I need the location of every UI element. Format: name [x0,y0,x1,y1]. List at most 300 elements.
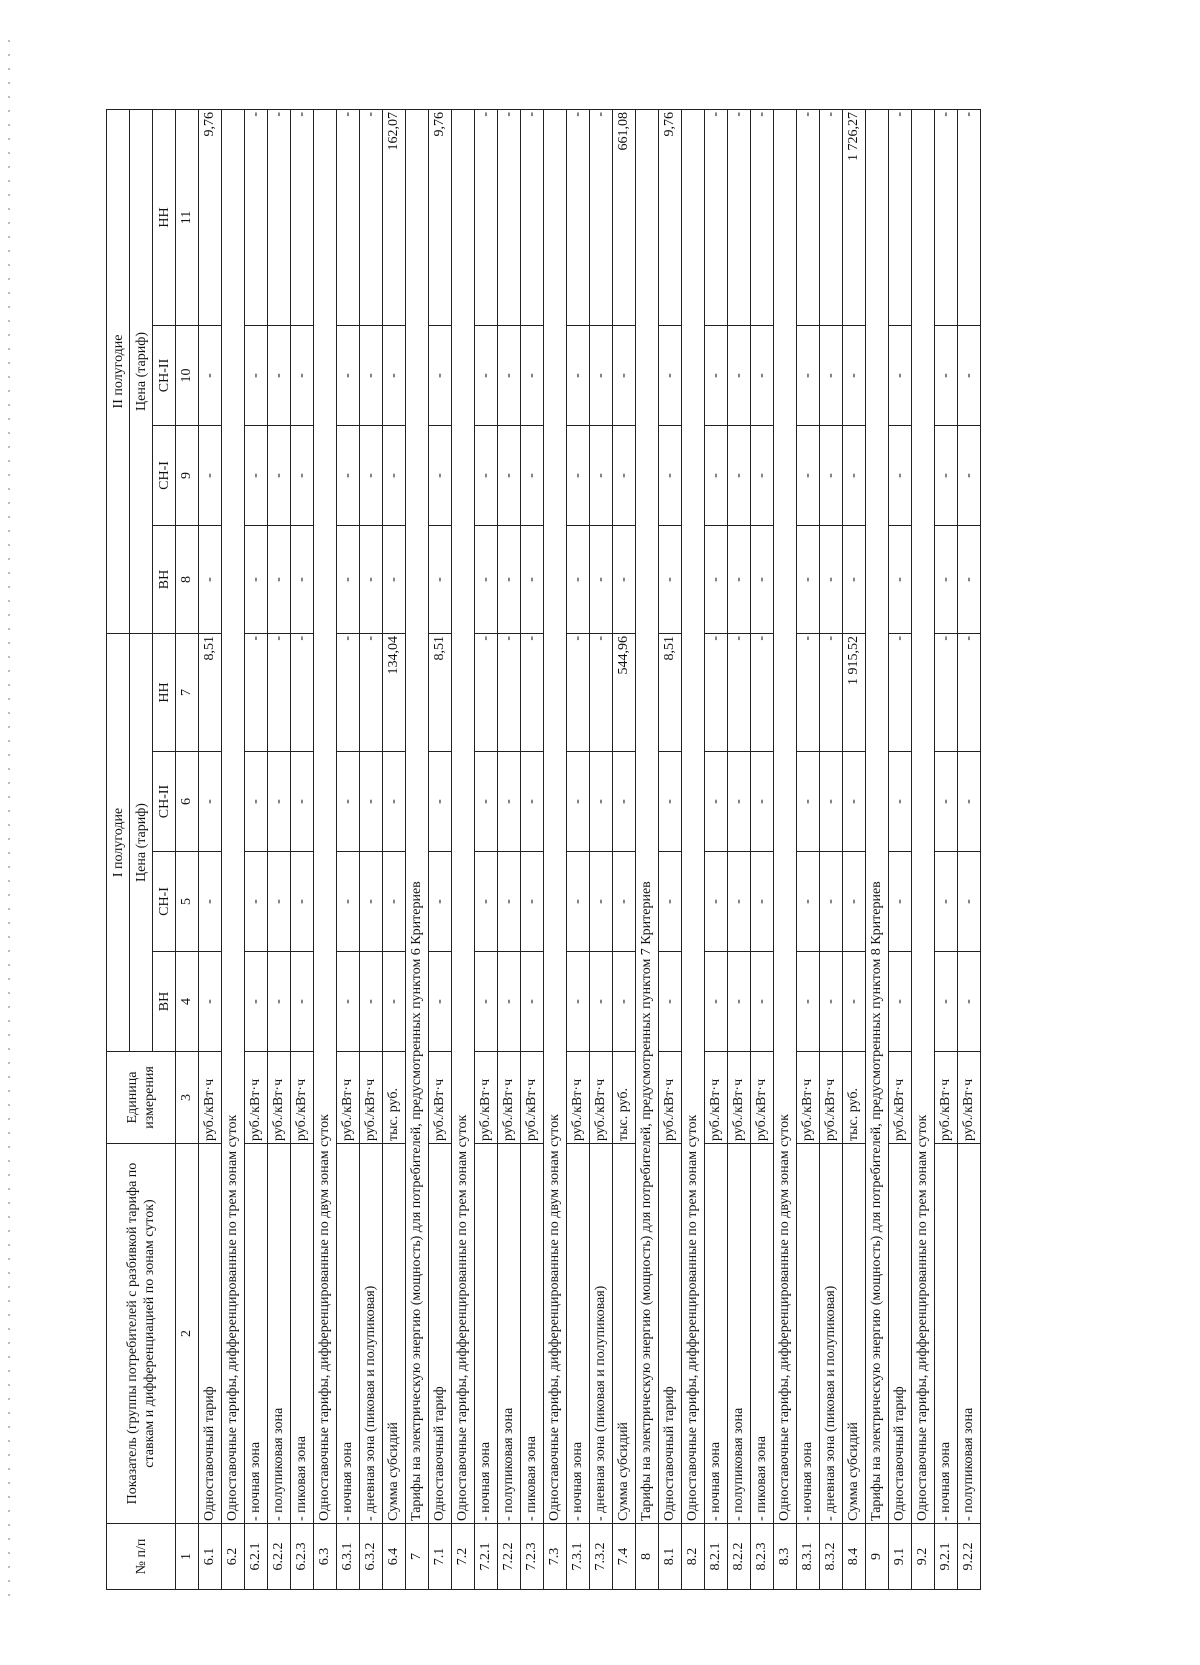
row-number: 7.2.3 [521,1524,544,1590]
value-cell: 9,76 [199,109,222,325]
value-cell: - [843,525,866,633]
value-cell: - [797,952,820,1052]
table-row [797,109,820,1589]
value-cell: - [843,425,866,525]
value-cell: - [613,425,636,525]
value-cell: - [199,325,222,425]
value-cell: - [337,525,360,633]
value-cell: - [268,852,291,952]
header-level: НН [153,633,176,751]
value-cell: - [958,109,981,325]
indicator-label: - ночная зона [797,1144,820,1524]
table-row [291,109,314,1589]
value-cell: - [291,633,314,751]
indicator-label: - полупиковая зона [958,1144,981,1524]
value-cell: - [820,109,843,325]
row-number: 6.1 [199,1524,222,1590]
value-cell: - [567,109,590,325]
value-cell: - [705,752,728,852]
indicator-label: - дневная зона (пиковая и полупиковая) [360,1144,383,1524]
value-cell: - [935,852,958,952]
indicator-label: - ночная зона [245,1144,268,1524]
table-row [590,109,613,1589]
column-number: 10 [176,325,199,425]
value-cell: - [498,425,521,525]
value-cell: - [291,425,314,525]
unit-cell: руб./кВт·ч [337,1052,360,1144]
column-number: 9 [176,425,199,525]
header-level: ВН [153,525,176,633]
header-num: № п/п [107,1524,176,1590]
unit-cell: руб./кВт·ч [590,1052,613,1144]
value-cell: - [613,752,636,852]
value-cell: - [383,425,406,525]
value-cell: - [590,852,613,952]
value-cell: - [728,852,751,952]
unit-cell: руб./кВт·ч [705,1052,728,1144]
value-cell: - [199,852,222,952]
value-cell: - [797,852,820,952]
value-cell: - [958,633,981,751]
value-cell: - [820,525,843,633]
column-number-row [176,109,199,1589]
value-cell: - [337,325,360,425]
indicator-label: - пиковая зона [521,1144,544,1524]
value-cell: - [728,325,751,425]
value-cell: - [521,325,544,425]
value-cell: - [889,852,912,952]
column-number: 7 [176,633,199,751]
value-cell: - [889,752,912,852]
value-cell: - [889,525,912,633]
value-cell: - [475,425,498,525]
table-row [958,109,981,1589]
section-row [774,109,797,1589]
value-cell: - [705,633,728,751]
table-row [751,109,774,1589]
value-cell: - [590,425,613,525]
unit-cell: руб./кВт·ч [429,1052,452,1144]
row-number: 9.1 [889,1524,912,1590]
value-cell: 8,51 [429,633,452,751]
value-cell: - [360,633,383,751]
section-label: Одноставочные тарифы, дифференцированные по двум зонам суток [314,109,337,1523]
indicator-label: - дневная зона (пиковая и полупиковая) [820,1144,843,1524]
indicator-label: - ночная зона [705,1144,728,1524]
unit-cell: руб./кВт·ч [889,1052,912,1144]
column-number: 6 [176,752,199,852]
row-number: 6.3 [314,1524,337,1590]
table-body [199,109,981,1589]
table-row [429,109,452,1589]
value-cell: - [705,952,728,1052]
value-cell: - [521,952,544,1052]
value-cell: - [751,325,774,425]
value-cell: - [475,325,498,425]
value-cell: - [268,325,291,425]
value-cell: - [728,752,751,852]
header-level: НН [153,109,176,325]
value-cell: - [613,325,636,425]
value-cell: - [337,109,360,325]
indicator-label: - пиковая зона [751,1144,774,1524]
value-cell: - [751,633,774,751]
row-number: 7.1 [429,1524,452,1590]
value-cell: 8,51 [199,633,222,751]
value-cell: - [498,525,521,633]
row-number: 7 [406,1524,429,1590]
value-cell: - [521,633,544,751]
table-row [199,109,222,1589]
value-cell: - [429,325,452,425]
value-cell: - [935,425,958,525]
value-cell: - [751,752,774,852]
value-cell: - [889,952,912,1052]
value-cell: 1 726,27 [843,109,866,325]
value-cell: - [567,525,590,633]
section-label: Одноставочные тарифы, дифференцированные по двум зонам суток [544,109,567,1523]
row-number: 8.3.2 [820,1524,843,1590]
value-cell: - [268,525,291,633]
unit-cell: руб./кВт·ч [268,1052,291,1144]
unit-cell: тыс. руб. [613,1052,636,1144]
indicator-label: Сумма субсидий [383,1144,406,1524]
value-cell: - [958,525,981,633]
section-row [682,109,705,1589]
value-cell: - [935,752,958,852]
unit-cell: руб./кВт·ч [291,1052,314,1144]
table-row [498,109,521,1589]
row-number: 7.2 [452,1524,475,1590]
value-cell: - [889,633,912,751]
value-cell: - [429,525,452,633]
value-cell: - [268,952,291,1052]
value-cell: - [567,752,590,852]
header-unit: Единица измерения [107,1052,176,1144]
value-cell: - [613,525,636,633]
table-row [613,109,636,1589]
value-cell: - [475,852,498,952]
value-cell: 162,07 [383,109,406,325]
value-cell: - [268,109,291,325]
value-cell: - [383,852,406,952]
value-cell: - [291,952,314,1052]
table-row [659,109,682,1589]
table-row [935,109,958,1589]
value-cell: - [659,325,682,425]
value-cell: 1 915,52 [843,633,866,751]
indicator-label: - пиковая зона [291,1144,314,1524]
unit-cell: тыс. руб. [843,1052,866,1144]
value-cell: - [590,952,613,1052]
value-cell: - [935,109,958,325]
table-row [705,109,728,1589]
value-cell: - [705,852,728,952]
header-level: СН-II [153,325,176,425]
value-cell: - [659,425,682,525]
header-indicator: Показатель (группы потребителей с разбивкой тарифа по ставкам и дифференциацией по зонам суток) [107,1144,176,1524]
value-cell: - [590,752,613,852]
value-cell: - [728,109,751,325]
row-number: 9.2.2 [958,1524,981,1590]
indicator-label: Одноставочный тариф [199,1144,222,1524]
value-cell: - [498,109,521,325]
value-cell: - [360,325,383,425]
value-cell: - [567,425,590,525]
scan-edge-marks [8,40,10,1600]
indicator-label: - ночная зона [935,1144,958,1524]
value-cell: - [728,425,751,525]
value-cell: - [797,109,820,325]
value-cell: - [245,752,268,852]
value-cell: - [889,325,912,425]
indicator-label: Одноставочный тариф [659,1144,682,1524]
value-cell: - [521,752,544,852]
value-cell: - [337,852,360,952]
value-cell: - [199,425,222,525]
value-cell: - [889,425,912,525]
value-cell: - [935,325,958,425]
value-cell: - [567,952,590,1052]
tariff-table [106,109,981,1590]
value-cell: - [820,325,843,425]
row-number: 6.3.1 [337,1524,360,1590]
row-number: 7.3 [544,1524,567,1590]
value-cell: - [498,633,521,751]
value-cell: - [590,525,613,633]
value-cell: - [475,109,498,325]
value-cell: - [567,633,590,751]
value-cell: - [820,952,843,1052]
table-row [843,109,866,1589]
value-cell: 9,76 [659,109,682,325]
value-cell: - [613,952,636,1052]
value-cell: - [199,525,222,633]
indicator-label: Одноставочный тариф [889,1144,912,1524]
table-row [567,109,590,1589]
column-number: 11 [176,109,199,325]
value-cell: - [705,325,728,425]
indicator-label: - полупиковая зона [268,1144,291,1524]
value-cell: - [705,425,728,525]
value-cell: - [797,752,820,852]
value-cell: - [337,633,360,751]
value-cell: - [705,109,728,325]
indicator-label: - ночная зона [475,1144,498,1524]
value-cell: - [935,525,958,633]
value-cell: - [843,325,866,425]
value-cell: - [199,952,222,1052]
section-row [314,109,337,1589]
table-row [360,109,383,1589]
value-cell: - [245,633,268,751]
row-number: 8.1 [659,1524,682,1590]
column-number: 1 [176,1524,199,1590]
value-cell: - [245,109,268,325]
indicator-label: Одноставочный тариф [429,1144,452,1524]
value-cell: - [567,852,590,952]
value-cell: - [268,425,291,525]
value-cell: - [889,109,912,325]
value-cell: - [291,109,314,325]
value-cell: - [245,525,268,633]
value-cell: - [360,852,383,952]
value-cell: - [337,752,360,852]
column-number: 3 [176,1052,199,1144]
value-cell: - [245,852,268,952]
row-number: 6.2.2 [268,1524,291,1590]
value-cell: 544,96 [613,633,636,751]
value-cell: - [498,952,521,1052]
table-row [337,109,360,1589]
unit-cell: руб./кВт·ч [498,1052,521,1144]
value-cell: - [429,952,452,1052]
section-label: Одноставочные тарифы, дифференцированные по трем зонам суток [452,109,475,1523]
row-number: 9 [866,1524,889,1590]
value-cell: - [498,325,521,425]
unit-cell: руб./кВт·ч [567,1052,590,1144]
value-cell: - [659,752,682,852]
section-label: Тарифы на электрическую энергию (мощность) для потребителей, предусмотренных пунктом 7 Критериев [636,109,659,1523]
table-row [820,109,843,1589]
section-label: Одноставочные тарифы, дифференцированные по двум зонам суток [774,109,797,1523]
indicator-label: - ночная зона [567,1144,590,1524]
table-row [889,109,912,1589]
unit-cell: руб./кВт·ч [521,1052,544,1144]
table-row [521,109,544,1589]
section-row [544,109,567,1589]
value-cell: - [291,325,314,425]
value-cell: - [820,633,843,751]
value-cell: - [797,425,820,525]
value-cell: - [820,752,843,852]
header-level: ВН [153,952,176,1052]
value-cell: - [337,952,360,1052]
value-cell: - [360,952,383,1052]
row-number: 9.2.1 [935,1524,958,1590]
value-cell: - [659,852,682,952]
value-cell: - [935,633,958,751]
indicator-label: - дневная зона (пиковая и полупиковая) [590,1144,613,1524]
row-number: 8.2.1 [705,1524,728,1590]
value-cell: - [958,752,981,852]
value-cell: - [429,425,452,525]
value-cell: - [268,633,291,751]
section-row [452,109,475,1589]
value-cell: - [843,852,866,952]
value-cell: - [521,525,544,633]
value-cell: 9,76 [429,109,452,325]
value-cell: - [360,425,383,525]
value-cell: - [935,952,958,1052]
value-cell: - [843,752,866,852]
value-cell: - [567,325,590,425]
row-number: 6.2.3 [291,1524,314,1590]
table-row [728,109,751,1589]
value-cell: - [383,952,406,1052]
row-number: 8 [636,1524,659,1590]
value-cell: - [613,852,636,952]
unit-cell: руб./кВт·ч [751,1052,774,1144]
column-number: 5 [176,852,199,952]
value-cell: - [475,752,498,852]
value-cell: 8,51 [659,633,682,751]
value-cell: - [291,852,314,952]
value-cell: - [590,109,613,325]
row-number: 8.2 [682,1524,705,1590]
row-number: 8.2.3 [751,1524,774,1590]
header-level: СН-I [153,852,176,952]
row-number: 6.3.2 [360,1524,383,1590]
section-label: Одноставочные тарифы, дифференцированные по трем зонам суток [912,109,935,1523]
section-row [406,109,429,1589]
table-row [383,109,406,1589]
value-cell: - [475,633,498,751]
indicator-label: - полупиковая зона [728,1144,751,1524]
value-cell: - [659,525,682,633]
header-level: СН-II [153,752,176,852]
section-row [222,109,245,1589]
row-number: 6.2 [222,1524,245,1590]
value-cell: - [958,325,981,425]
row-number: 7.4 [613,1524,636,1590]
value-cell: - [958,425,981,525]
row-number: 7.3.2 [590,1524,613,1590]
value-cell: - [797,633,820,751]
section-label: Одноставочные тарифы, дифференцированные по трем зонам суток [682,109,705,1523]
value-cell: - [521,852,544,952]
unit-cell: руб./кВт·ч [958,1052,981,1144]
header-price-1: Цена (тариф) [130,633,153,1051]
value-cell: - [797,325,820,425]
table-row [245,109,268,1589]
row-number: 8.3 [774,1524,797,1590]
value-cell: - [383,325,406,425]
value-cell: - [268,752,291,852]
value-cell: - [475,952,498,1052]
value-cell: - [521,425,544,525]
table-row [475,109,498,1589]
unit-cell: руб./кВт·ч [728,1052,751,1144]
header-level: СН-I [153,425,176,525]
indicator-label: Сумма субсидий [613,1144,636,1524]
value-cell: - [958,852,981,952]
value-cell: 134,04 [383,633,406,751]
header-half-1: I полугодие [107,633,130,1051]
value-cell: - [245,425,268,525]
value-cell: - [291,525,314,633]
unit-cell: руб./кВт·ч [245,1052,268,1144]
row-number: 7.3.1 [567,1524,590,1590]
value-cell: - [360,109,383,325]
section-row [636,109,659,1589]
value-cell: - [751,525,774,633]
value-cell: 661,08 [613,109,636,325]
value-cell: - [751,952,774,1052]
section-label: Тарифы на электрическую энергию (мощность) для потребителей, предусмотренных пунктом 6 Критериев [406,109,429,1523]
header-price-2: Цена (тариф) [130,109,153,633]
value-cell: - [843,952,866,1052]
value-cell: - [820,425,843,525]
section-label: Одноставочные тарифы, дифференцированные по трем зонам суток [222,109,245,1523]
unit-cell: руб./кВт·ч [475,1052,498,1144]
rotated-table-page [106,110,1021,1590]
value-cell: - [820,852,843,952]
value-cell: - [383,752,406,852]
value-cell: - [360,752,383,852]
table-row [268,109,291,1589]
value-cell: - [337,425,360,525]
